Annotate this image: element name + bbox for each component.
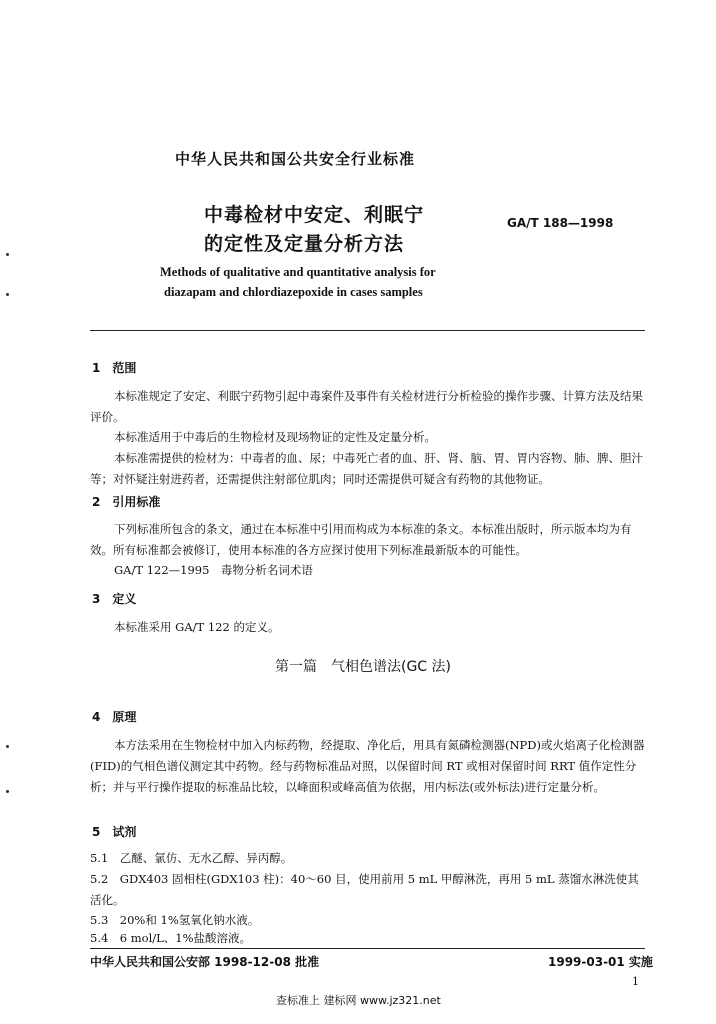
section-3-paragraph-1: 本标准采用 GA/T 122 的定义。 <box>114 620 280 634</box>
page-number: 1 <box>632 975 639 988</box>
section-1-heading: 1 范围 <box>92 361 137 375</box>
scan-speck <box>6 745 9 748</box>
title-line-1: 中毒检材中安定、利眠宁 <box>204 204 425 226</box>
section-5-item-2: 5.2 GDX403 固相柱(GDX103 柱)：40～60 目，使用前用 5 mL 甲醇淋洗，再用 5 mL 蒸馏水淋洗使其活化。 <box>90 872 639 907</box>
english-title-line-2: diazapam and chlordiazepoxide in cases samples <box>164 285 423 299</box>
section-4-paragraph-1: 本方法采用在生物检材中加入内标药物，经提取、净化后，用具有氮磷检测器(NPD)或火焰离子化检测器(FID)的气相色谱仪测定其中药物。经与药物标准品对照，以保留时间 RT 或相对保留时间 RRT 值作定性分析；并与平行操作提取的标准品比较，以峰面积或峰高值为依据，用内标法(或外标法)进行定量分析。 <box>90 738 645 794</box>
implementation-date: 1999-03-01 实施 <box>548 955 653 969</box>
issued-by: 中华人民共和国公安部 1998-12-08 批准 <box>90 955 320 969</box>
title-line-2: 的定性及定量分析方法 <box>204 233 405 255</box>
section-4-heading: 4 原理 <box>92 710 137 724</box>
section-5-item-3: 5.3 20%和 1%氢氧化钠水液。 <box>90 913 260 927</box>
english-title-line-1: Methods of qualitative and quantitative analysis for <box>160 265 436 279</box>
section-1-paragraph-1: 本标准规定了安定、利眠宁药物引起中毒案件及事件有关检材进行分析检验的操作步骤、计算方法及结果评价。 <box>90 389 643 424</box>
section-1-paragraph-2: 本标准适用于中毒后的生物检材及现场物证的定性及定量分析。 <box>114 430 436 444</box>
section-5-item-1: 5.1 乙醚、氯仿、无水乙醇、异丙醇。 <box>90 851 293 865</box>
scan-speck <box>6 293 9 296</box>
section-2-reference: GA/T 122—1995 毒物分析名词术语 <box>114 563 313 577</box>
section-1-paragraph-3: 本标准需提供的检材为：中毒者的血、尿；中毒死亡者的血、肝、肾、脑、胃、胃内容物、肺、脾、胆汁等；对怀疑注射进药者，还需提供注射部位肌肉；同时还需提供可疑含有药物的其他物证。 <box>90 451 643 486</box>
standard-category-header: 中华人民共和国公共安全行业标准 <box>175 150 416 168</box>
section-3-heading: 3 定义 <box>92 592 137 606</box>
section-5-heading: 5 试剂 <box>92 825 137 839</box>
scan-speck <box>6 790 9 793</box>
scan-speck <box>6 253 9 256</box>
standard-code: GA/T 188—1998 <box>507 216 614 230</box>
section-5-item-4: 5.4 6 mol/L、1%盐酸溶液。 <box>90 931 252 945</box>
footer-divider <box>90 948 645 949</box>
section-2-heading: 2 引用标准 <box>92 495 161 509</box>
section-2-paragraph-1: 下列标准所包含的条文，通过在本标准中引用而构成为本标准的条文。本标准出版时，所示版本均为有效。所有标准都会被修订，使用本标准的各方应探讨使用下列标准最新版本的可能性。 <box>90 522 632 557</box>
part-1-heading: 第一篇 气相色谱法(GC 法) <box>275 659 451 675</box>
source-watermark: 查标准上 建标网 www.jz321.net <box>276 994 441 1007</box>
header-divider <box>90 330 645 331</box>
